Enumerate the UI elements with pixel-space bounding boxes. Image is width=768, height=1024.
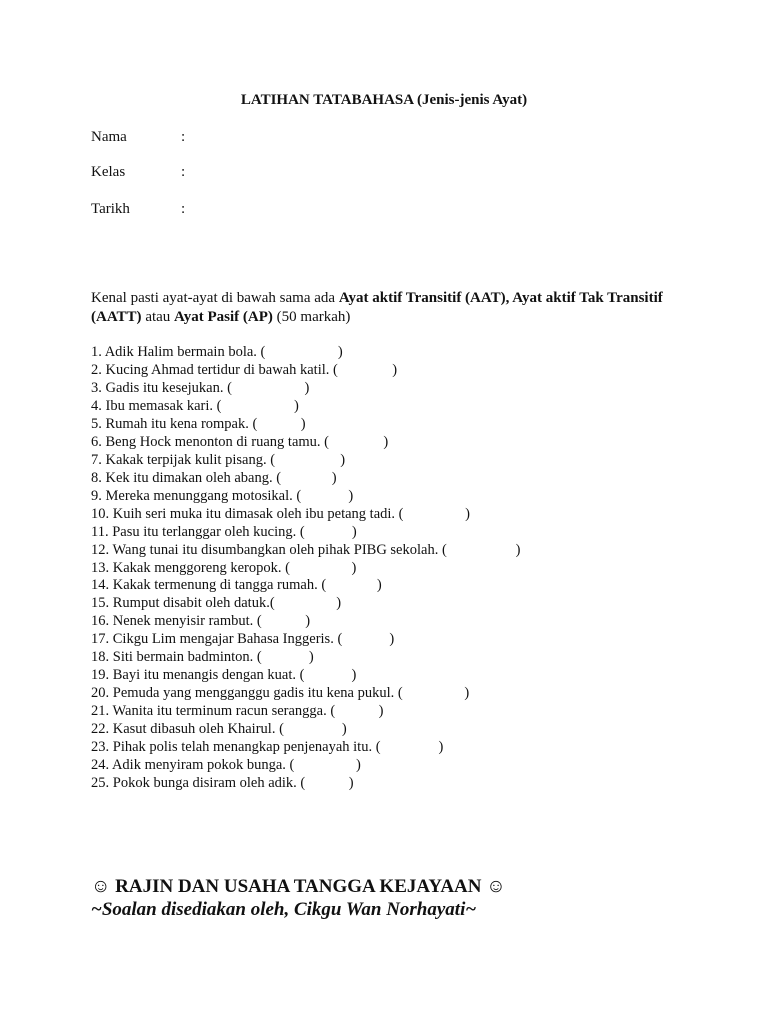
question-item: 3. Gadis itu kesejukan. ( ) — [91, 380, 310, 396]
instructions-bold: Ayat Pasif (AP) — [174, 309, 273, 325]
author-credit: ~Soalan disediakan oleh, Cikgu Wan Norhayati~ — [91, 899, 477, 920]
question-item: 22. Kasut dibasuh oleh Khairul. ( ) — [91, 721, 347, 737]
question-item: 25. Pokok bunga disiram oleh adik. ( ) — [91, 775, 354, 791]
question-item: 24. Adik menyiram pokok bunga. ( ) — [91, 757, 361, 773]
field-label: Tarikh — [91, 201, 130, 217]
question-item: 21. Wanita itu terminum racun serangga. ( ) — [91, 703, 384, 719]
instructions-text: Kenal pasti ayat-ayat di bawah sama ada — [91, 290, 339, 306]
motto-text: ☺ RAJIN DAN USAHA TANGGA KEJAYAAN ☺ — [91, 876, 506, 897]
field-nama — [91, 129, 185, 146]
question-item: 6. Beng Hock menonton di ruang tamu. ( ) — [91, 434, 389, 450]
question-item: 1. Adik Halim bermain bola. ( ) — [91, 344, 343, 360]
question-item: 10. Kuih seri muka itu dimasak oleh ibu petang tadi. ( ) — [91, 506, 470, 522]
question-item: 8. Kek itu dimakan oleh abang. ( ) — [91, 470, 337, 486]
question-item: 20. Pemuda yang mengganggu gadis itu kena pukul. ( ) — [91, 685, 470, 701]
page-title: LATIHAN TATABAHASA (Jenis-jenis Ayat) — [240, 92, 528, 108]
field-colon: : — [181, 164, 186, 180]
question-item: 13. Kakak menggoreng keropok. ( ) — [91, 560, 357, 576]
field-colon: : — [181, 201, 186, 217]
field-colon: : — [181, 129, 186, 145]
instructions — [91, 289, 691, 327]
instructions-text: atau — [141, 309, 175, 325]
question-item: 16. Nenek menyisir rambut. ( ) — [91, 613, 311, 629]
question-item: 4. Ibu memasak kari. ( ) — [91, 398, 299, 414]
field-kelas — [91, 164, 185, 181]
question-item: 18. Siti bermain badminton. ( ) — [91, 649, 314, 665]
question-item: 2. Kucing Ahmad tertidur di bawah katil. ( ) — [91, 362, 398, 378]
instructions-text: (50 markah) — [272, 309, 351, 325]
question-item: 14. Kakak termenung di tangga rumah. ( ) — [91, 577, 382, 593]
question-item: 9. Mereka menunggang motosikal. ( ) — [91, 488, 354, 504]
question-item: 7. Kakak terpijak kulit pisang. ( ) — [91, 452, 346, 468]
question-item: 19. Bayi itu menangis dengan kuat. ( ) — [91, 667, 357, 683]
question-item: 5. Rumah itu kena rompak. ( ) — [91, 416, 306, 432]
field-label: Kelas — [91, 164, 126, 180]
question-item: 11. Pasu itu terlanggar oleh kucing. ( ) — [91, 524, 357, 540]
field-label: Nama — [91, 129, 127, 145]
question-item: 17. Cikgu Lim mengajar Bahasa Inggeris. ( ) — [91, 631, 395, 647]
field-tarikh — [91, 201, 185, 218]
question-item: 23. Pihak polis telah menangkap penjenayah itu. ( ) — [91, 739, 444, 755]
question-item: 15. Rumput disabit oleh datuk.( ) — [91, 595, 342, 611]
instructions-bold: Ayat aktif Transitif (AAT), Ayat aktif Tak Transitif (AATT) — [91, 290, 663, 325]
question-item: 12. Wang tunai itu disumbangkan oleh pihak PIBG sekolah. ( ) — [91, 542, 521, 558]
